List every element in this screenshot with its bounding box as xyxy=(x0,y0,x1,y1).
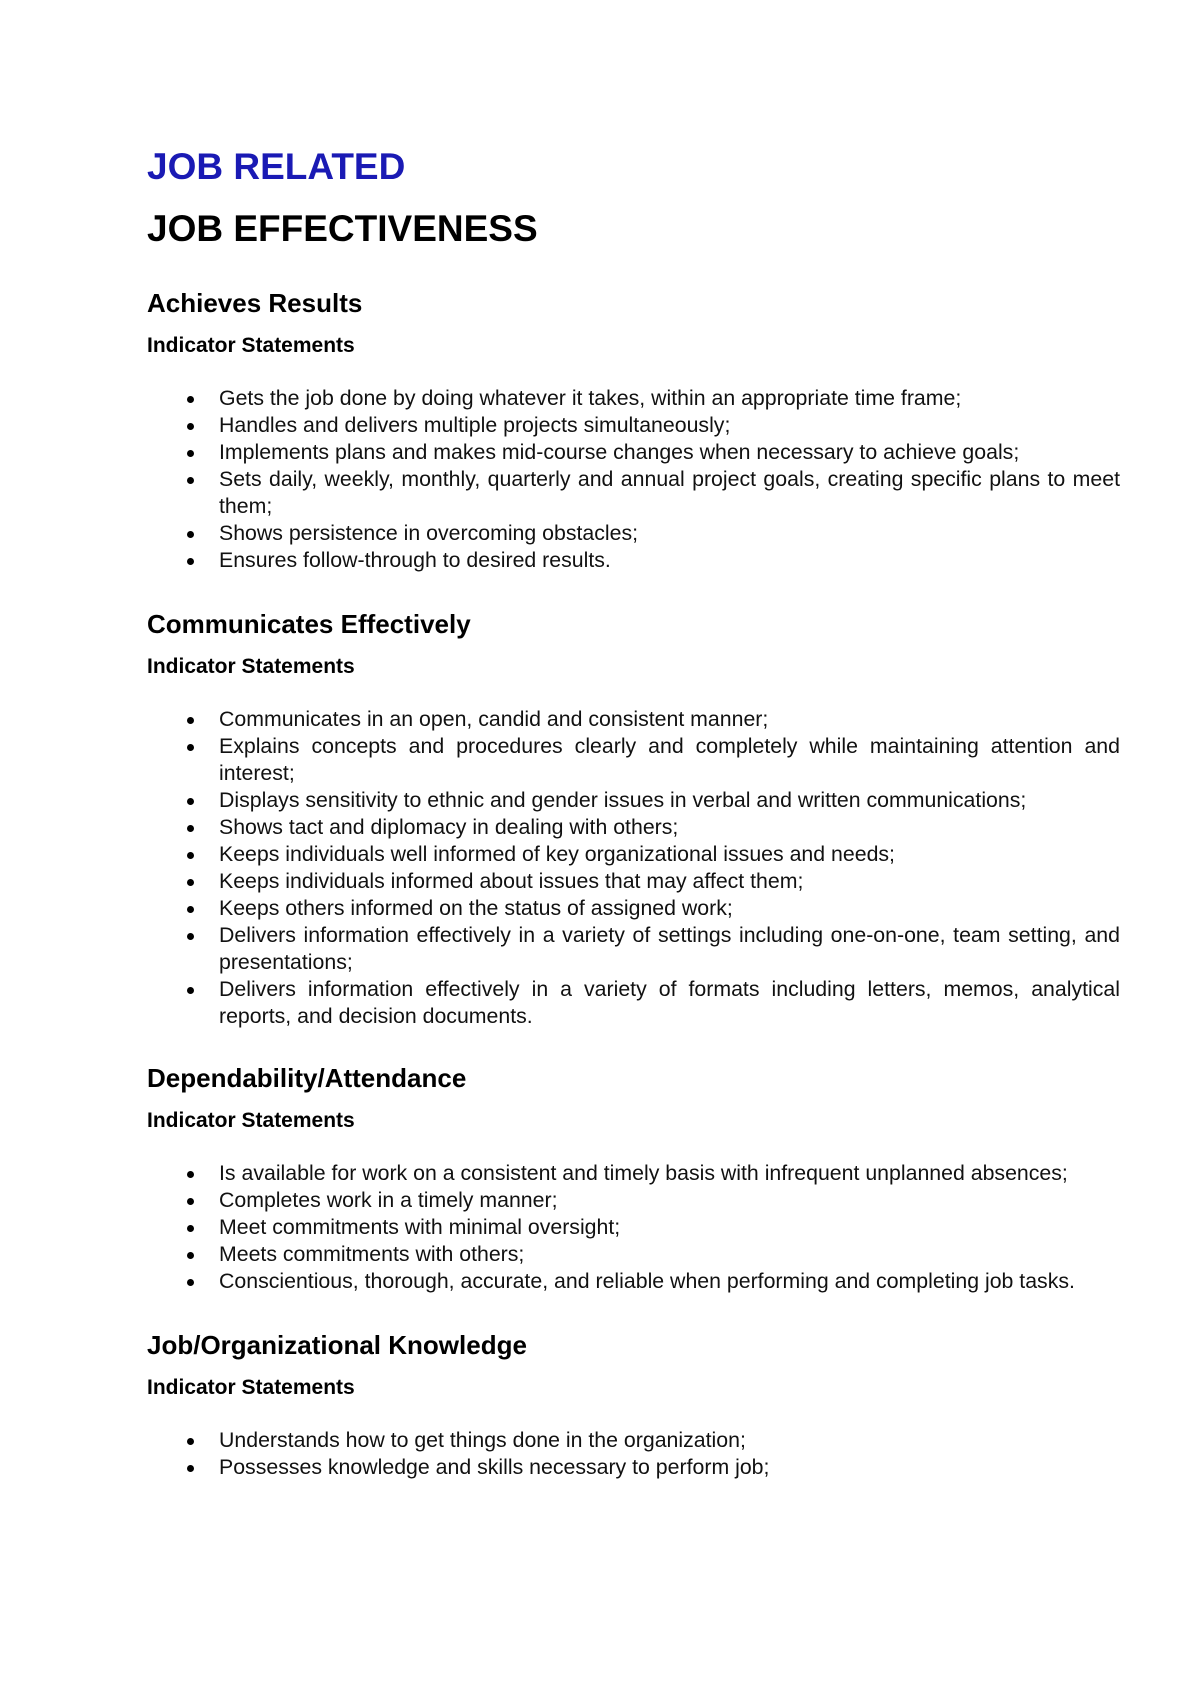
list-item xyxy=(147,412,1120,439)
list-item xyxy=(147,1427,1120,1454)
indicator-list xyxy=(147,706,1120,1030)
list-item-text: Meet commitments with minimal oversight; xyxy=(219,1215,621,1239)
section xyxy=(147,1062,1120,1295)
list-item xyxy=(147,439,1120,466)
bullet-icon xyxy=(187,558,194,565)
indicator-list xyxy=(147,1160,1120,1295)
section xyxy=(147,1329,1120,1481)
bullet-icon xyxy=(187,906,194,913)
list-item xyxy=(147,868,1120,895)
list-item xyxy=(147,520,1120,547)
section xyxy=(147,608,1120,1030)
list-item xyxy=(147,1268,1120,1295)
indicator-statements-label: Indicator Statements xyxy=(147,655,355,678)
list-item-text: Is available for work on a consistent and timely basis with infrequent unplanned absences; xyxy=(219,1161,1068,1185)
section-title: Dependability/Attendance xyxy=(147,1063,467,1093)
indicator-statements-label: Indicator Statements xyxy=(147,1109,355,1132)
list-item xyxy=(147,922,1120,976)
bullet-icon xyxy=(187,1171,194,1178)
bullet-icon xyxy=(187,531,194,538)
bullet-icon xyxy=(187,879,194,886)
bullet-icon xyxy=(187,1438,194,1445)
bullet-icon xyxy=(187,1225,194,1232)
list-item-text: Completes work in a timely manner; xyxy=(219,1188,558,1212)
bullet-icon xyxy=(187,717,194,724)
bullet-icon xyxy=(187,798,194,805)
list-item-text: Understands how to get things done in the organization; xyxy=(219,1428,746,1452)
list-item xyxy=(147,1160,1120,1187)
section-title: Communicates Effectively xyxy=(147,609,471,639)
bullet-icon xyxy=(187,825,194,832)
list-item-text: Possesses knowledge and skills necessary to perform job; xyxy=(219,1455,770,1479)
list-item-text: Communicates in an open, candid and consistent manner; xyxy=(219,707,769,731)
list-item xyxy=(147,1454,1120,1481)
bullet-icon xyxy=(187,744,194,751)
list-item-text: Explains concepts and procedures clearly and completely while maintaining attention and interest; xyxy=(219,734,1120,785)
sections-container xyxy=(147,287,1120,1481)
list-item-text: Handles and delivers multiple projects simultaneously; xyxy=(219,413,731,437)
list-item-text: Gets the job done by doing whatever it takes, within an appropriate time frame; xyxy=(219,386,962,410)
bullet-icon xyxy=(187,423,194,430)
list-item-text: Sets daily, weekly, monthly, quarterly and annual project goals, creating specific plans to meet them; xyxy=(219,467,1120,518)
list-item-text: Displays sensitivity to ethnic and gender issues in verbal and written communications; xyxy=(219,788,1027,812)
bullet-icon xyxy=(187,852,194,859)
bullet-icon xyxy=(187,987,194,994)
bullet-icon xyxy=(187,1198,194,1205)
indicator-list xyxy=(147,385,1120,574)
list-item xyxy=(147,733,1120,787)
list-item-text: Keeps individuals informed about issues that may affect them; xyxy=(219,869,804,893)
list-item xyxy=(147,1241,1120,1268)
list-item xyxy=(147,976,1120,1030)
bullet-icon xyxy=(187,933,194,940)
document-page xyxy=(147,145,1120,1481)
list-item xyxy=(147,1214,1120,1241)
list-item-text: Meets commitments with others; xyxy=(219,1242,525,1266)
list-item xyxy=(147,841,1120,868)
indicator-statements-label: Indicator Statements xyxy=(147,334,355,357)
list-item-text: Conscientious, thorough, accurate, and reliable when performing and completing job tasks. xyxy=(219,1269,1075,1293)
section xyxy=(147,287,1120,574)
list-item xyxy=(147,706,1120,733)
list-item xyxy=(147,466,1120,520)
list-item-text: Shows persistence in overcoming obstacles; xyxy=(219,521,639,545)
list-item-text: Shows tact and diplomacy in dealing with others; xyxy=(219,815,679,839)
list-item xyxy=(147,385,1120,412)
bullet-icon xyxy=(187,1252,194,1259)
main-title: JOB RELATED xyxy=(147,146,406,187)
list-item-text: Delivers information effectively in a variety of settings including one-on-one, team setting, and presentations; xyxy=(219,923,1120,974)
bullet-icon xyxy=(187,1279,194,1286)
list-item-text: Delivers information effectively in a variety of formats including letters, memos, analytical reports, and decision documents. xyxy=(219,977,1120,1028)
section-title: Achieves Results xyxy=(147,288,363,318)
list-item xyxy=(147,547,1120,574)
list-item-text: Keeps others informed on the status of assigned work; xyxy=(219,896,733,920)
list-item xyxy=(147,1187,1120,1214)
indicator-statements-label: Indicator Statements xyxy=(147,1376,355,1399)
sub-title: JOB EFFECTIVENESS xyxy=(147,208,538,249)
list-item-text: Keeps individuals well informed of key organizational issues and needs; xyxy=(219,842,895,866)
section-title: Job/Organizational Knowledge xyxy=(147,1330,527,1360)
list-item-text: Implements plans and makes mid-course changes when necessary to achieve goals; xyxy=(219,440,1020,464)
list-item-text: Ensures follow-through to desired results. xyxy=(219,548,611,572)
list-item xyxy=(147,787,1120,814)
bullet-icon xyxy=(187,396,194,403)
bullet-icon xyxy=(187,477,194,484)
bullet-icon xyxy=(187,1465,194,1472)
bullet-icon xyxy=(187,450,194,457)
indicator-list xyxy=(147,1427,1120,1481)
list-item xyxy=(147,895,1120,922)
list-item xyxy=(147,814,1120,841)
